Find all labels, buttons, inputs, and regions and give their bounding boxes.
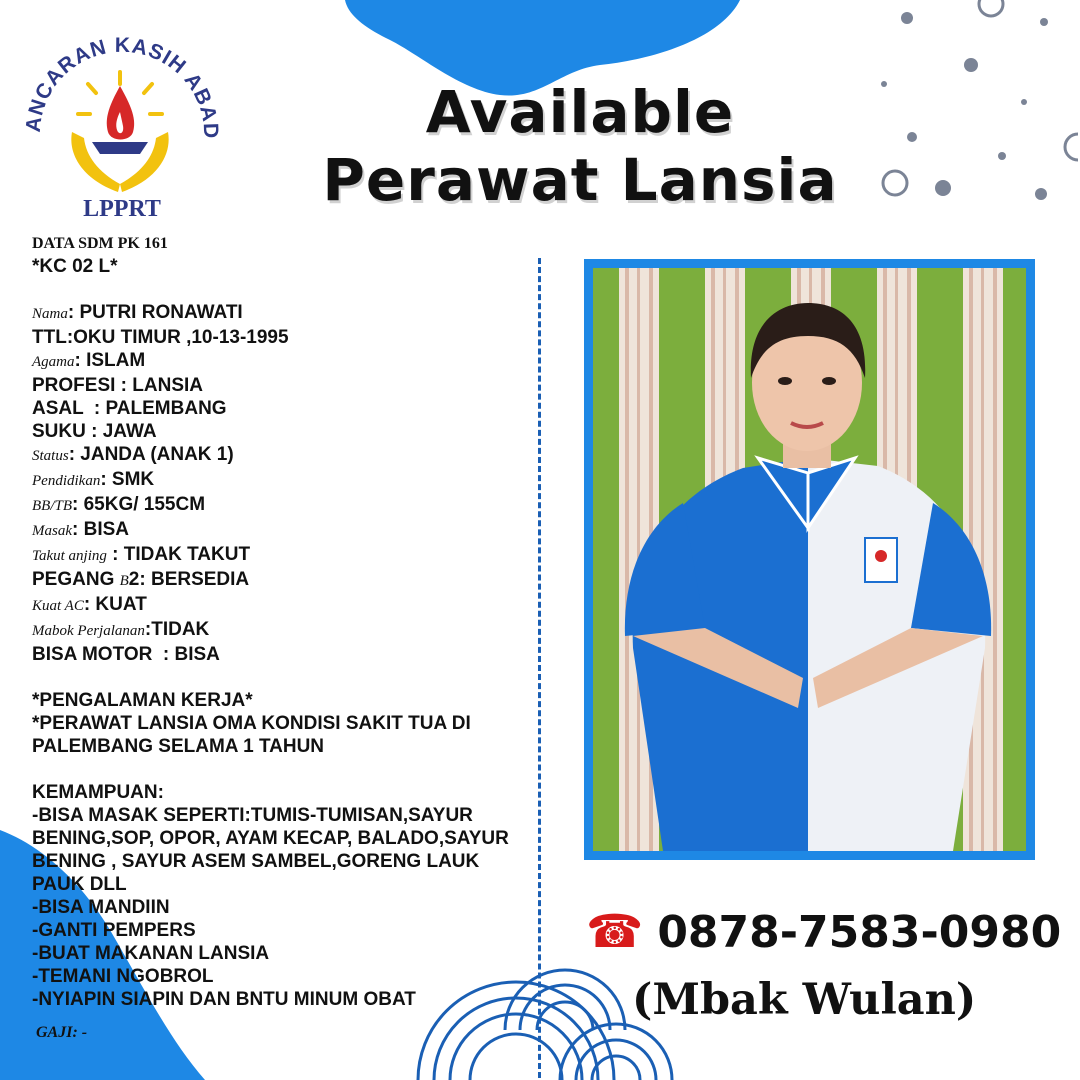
field-label: Nama — [32, 306, 68, 322]
field-mabok — [32, 618, 542, 643]
contact-name: (Mbak Wulan) — [632, 975, 977, 1025]
field-label: Masak — [32, 523, 72, 539]
data-sdm: DATA SDM PK 161 — [32, 235, 168, 252]
list-item: -BUAT MAKANAN LANSIA — [32, 943, 270, 964]
field-pegang — [32, 568, 542, 593]
logo-abbr: LPPRT — [83, 196, 161, 222]
field-value: : ISLAM — [74, 350, 146, 371]
field-prefix: PEGANG — [32, 569, 120, 590]
organization-logo — [22, 14, 222, 224]
field-ttl: TTL:OKU TIMUR ,10-13-1995 — [32, 327, 289, 348]
headline — [300, 78, 860, 214]
pengalaman-title: *PENGALAMAN KERJA* — [32, 690, 253, 711]
kemampuan-title: KEMAMPUAN: — [32, 782, 164, 803]
field-value: : TIDAK TAKUT — [106, 544, 251, 565]
field-label: BB/TB — [32, 498, 72, 514]
list-item: -GANTI PEMPERS — [32, 920, 196, 941]
field-takut-anjing — [32, 543, 542, 568]
field-value: : JANDA (ANAK 1) — [68, 444, 234, 465]
field-value: : PUTRI RONAWATI — [67, 302, 243, 323]
candidate-code: *KC 02 L* — [32, 256, 118, 277]
field-value: : KUAT — [83, 594, 147, 615]
field-value: 2: BERSEDIA — [128, 569, 250, 590]
list-item: -BISA MANDIIN — [32, 897, 170, 918]
field-label: Takut anjing — [32, 548, 107, 564]
field-kuat-ac — [32, 593, 542, 618]
contact-phone — [586, 904, 1061, 958]
field-value: : 65KG/ 155CM — [72, 494, 206, 515]
field-nama — [32, 301, 542, 326]
headline-line-1: Available — [425, 78, 735, 146]
candidate-photo — [593, 268, 1026, 851]
field-value: : BISA — [72, 519, 129, 540]
field-label: Agama — [32, 354, 75, 370]
field-suku: SUKU : JAWA — [32, 421, 157, 442]
kemampuan-masak: -BISA MASAK SEPERTI:TUMIS-TUMISAN,SAYUR BENING,SOP, OPOR, AYAM KECAP, BALADO,SAYUR BENING , SAYUR ASEM SAMBEL,GORENG LAUK PAUK DLL — [32, 805, 509, 895]
field-profesi: PROFESI : LANSIA — [32, 375, 204, 396]
gaji: GAJI: - — [36, 1024, 88, 1041]
divider — [538, 258, 541, 1078]
field-asal: ASAL : PALEMBANG — [32, 398, 227, 419]
list-item: -TEMANI NGOBROL — [32, 966, 214, 987]
headline-line-2: Perawat Lansia — [322, 146, 838, 214]
field-status — [32, 443, 542, 468]
field-masak — [32, 518, 542, 543]
dots-cluster — [881, 12, 1048, 200]
field-label: Kuat AC — [32, 598, 84, 614]
field-value: : SMK — [100, 469, 155, 490]
field-label: Status — [32, 448, 69, 464]
list-item: -NYIAPIN SIAPIN DAN BNTU MINUM OBAT — [32, 989, 416, 1010]
logo-arc-text: ANCARAN KASIH ABAD — [22, 33, 222, 140]
telephone-icon: ☎ — [586, 904, 644, 958]
field-motor: BISA MOTOR : BISA — [32, 644, 220, 665]
field-value: :TIDAK — [144, 619, 210, 640]
field-label: Pendidikan — [32, 473, 101, 489]
field-bbtb — [32, 493, 542, 518]
phone-number: 0878-7583-0980 — [657, 907, 1062, 958]
profile-info — [32, 232, 542, 1011]
field-label: B — [119, 573, 129, 589]
pengalaman-text: *PERAWAT LANSIA OMA KONDISI SAKIT TUA DI PALEMBANG SELAMA 1 TAHUN — [32, 713, 471, 757]
field-label: Mabok Perjalanan — [32, 623, 145, 639]
field-pendidikan — [32, 468, 542, 493]
field-agama — [32, 349, 542, 374]
rings — [883, 0, 1078, 195]
